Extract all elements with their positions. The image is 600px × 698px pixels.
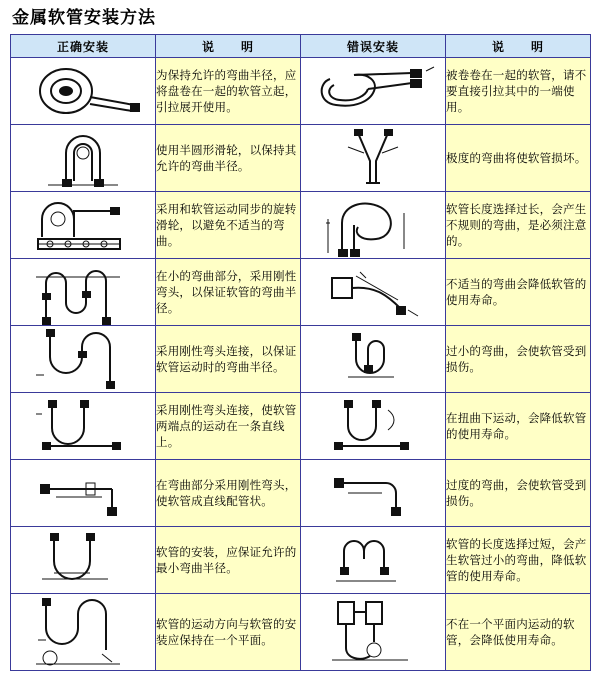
row-correct-text: 采用和软管运动同步的旋转滑轮，以避免不适当的弯曲。 [156,192,301,259]
too-long-small-bend-wrong-icon [301,527,446,594]
row-correct-text: 软管的安装，应保证允许的最小弯曲半径。 [156,527,301,594]
page-title: 金属软管安装方法 [12,8,156,28]
row-wrong-text: 软管的长度选择过短，会产生软管过小的弯曲，降低软管的使用寿命。 [446,527,591,594]
row-correct-text: 采用刚性弯头连接，以保证软管运动时的弯曲半径。 [156,326,301,393]
table-row [11,125,591,192]
straight-pipe-with-elbow-correct-icon [11,460,156,527]
rotating-sheave-sync-correct-icon [11,192,156,259]
table-body [11,58,591,671]
header-correct-install: 正确安装 [11,35,156,58]
header-wrong-description: 说 明 [446,35,591,58]
semicircular-sheave-correct-icon [11,125,156,192]
row-wrong-text: 极度的弯曲将使软管损坏。 [446,125,591,192]
row-correct-text: 软管的运动方向与软管的安装应保持在一个平面。 [156,594,301,671]
excess-length-irregular-bend-wrong-icon [301,192,446,259]
torsional-motion-wrong-icon [301,393,446,460]
out-of-plane-motion-wrong-icon [301,594,446,671]
row-wrong-text: 不适当的弯曲会降低软管的使用寿命。 [446,259,591,326]
row-wrong-text: 不在一个平面内运动的软管，会降低使用寿命。 [446,594,591,671]
improper-bend-shortens-life-wrong-icon [301,259,446,326]
table-row [11,460,591,527]
same-plane-motion-correct-icon [11,594,156,671]
row-wrong-text: 过度的弯曲，会使软管受到损伤。 [446,460,591,527]
coiled-hose-flat-correct-icon [11,58,156,125]
rigid-elbow-both-ends-correct-icon [11,393,156,460]
row-correct-text: 在小的弯曲部分，采用刚性弯头，以保证软管的弯曲半径。 [156,259,301,326]
rigid-elbow-small-bend-correct-icon [11,259,156,326]
table-row [11,594,591,671]
table-row [11,58,591,125]
table-header-row [11,35,591,58]
row-wrong-text: 过小的弯曲，会使软管受到损伤。 [446,326,591,393]
row-wrong-text: 被卷卷在一起的软管，请不要直接引拉其中的一端使用。 [446,58,591,125]
table-row [11,393,591,460]
table-row [11,527,591,594]
header-wrong-install: 错误安装 [301,35,446,58]
table-row [11,192,591,259]
rigid-bend-connection-correct-icon [11,326,156,393]
row-wrong-text: 在扭曲下运动，会降低软管的使用寿命。 [446,393,591,460]
too-small-bend-damage-wrong-icon [301,326,446,393]
row-correct-text: 采用刚性弯头连接，使软管两端点的运动在一条直线上。 [156,393,301,460]
installation-methods-table [10,34,591,671]
header-correct-description: 说 明 [156,35,301,58]
row-correct-text: 为保持允许的弯曲半径，应将盘卷在一起的软管立起，引拉展开使用。 [156,58,301,125]
minimum-bend-radius-correct-icon [11,527,156,594]
table-row [11,326,591,393]
row-wrong-text: 软管长度选择过长，会产生不规则的弯曲，是必须注意的。 [446,192,591,259]
table-head [11,35,591,58]
row-correct-text: 在弯曲部分采用刚性弯头，使软管成直线配管状。 [156,460,301,527]
coiled-hose-pulled-wrong-icon [301,58,446,125]
table-row [11,259,591,326]
sharp-bend-wrong-icon [301,125,446,192]
excessive-bend-damage-wrong-icon [301,460,446,527]
row-correct-text: 使用半圆形滑轮，以保持其允许的弯曲半径。 [156,125,301,192]
